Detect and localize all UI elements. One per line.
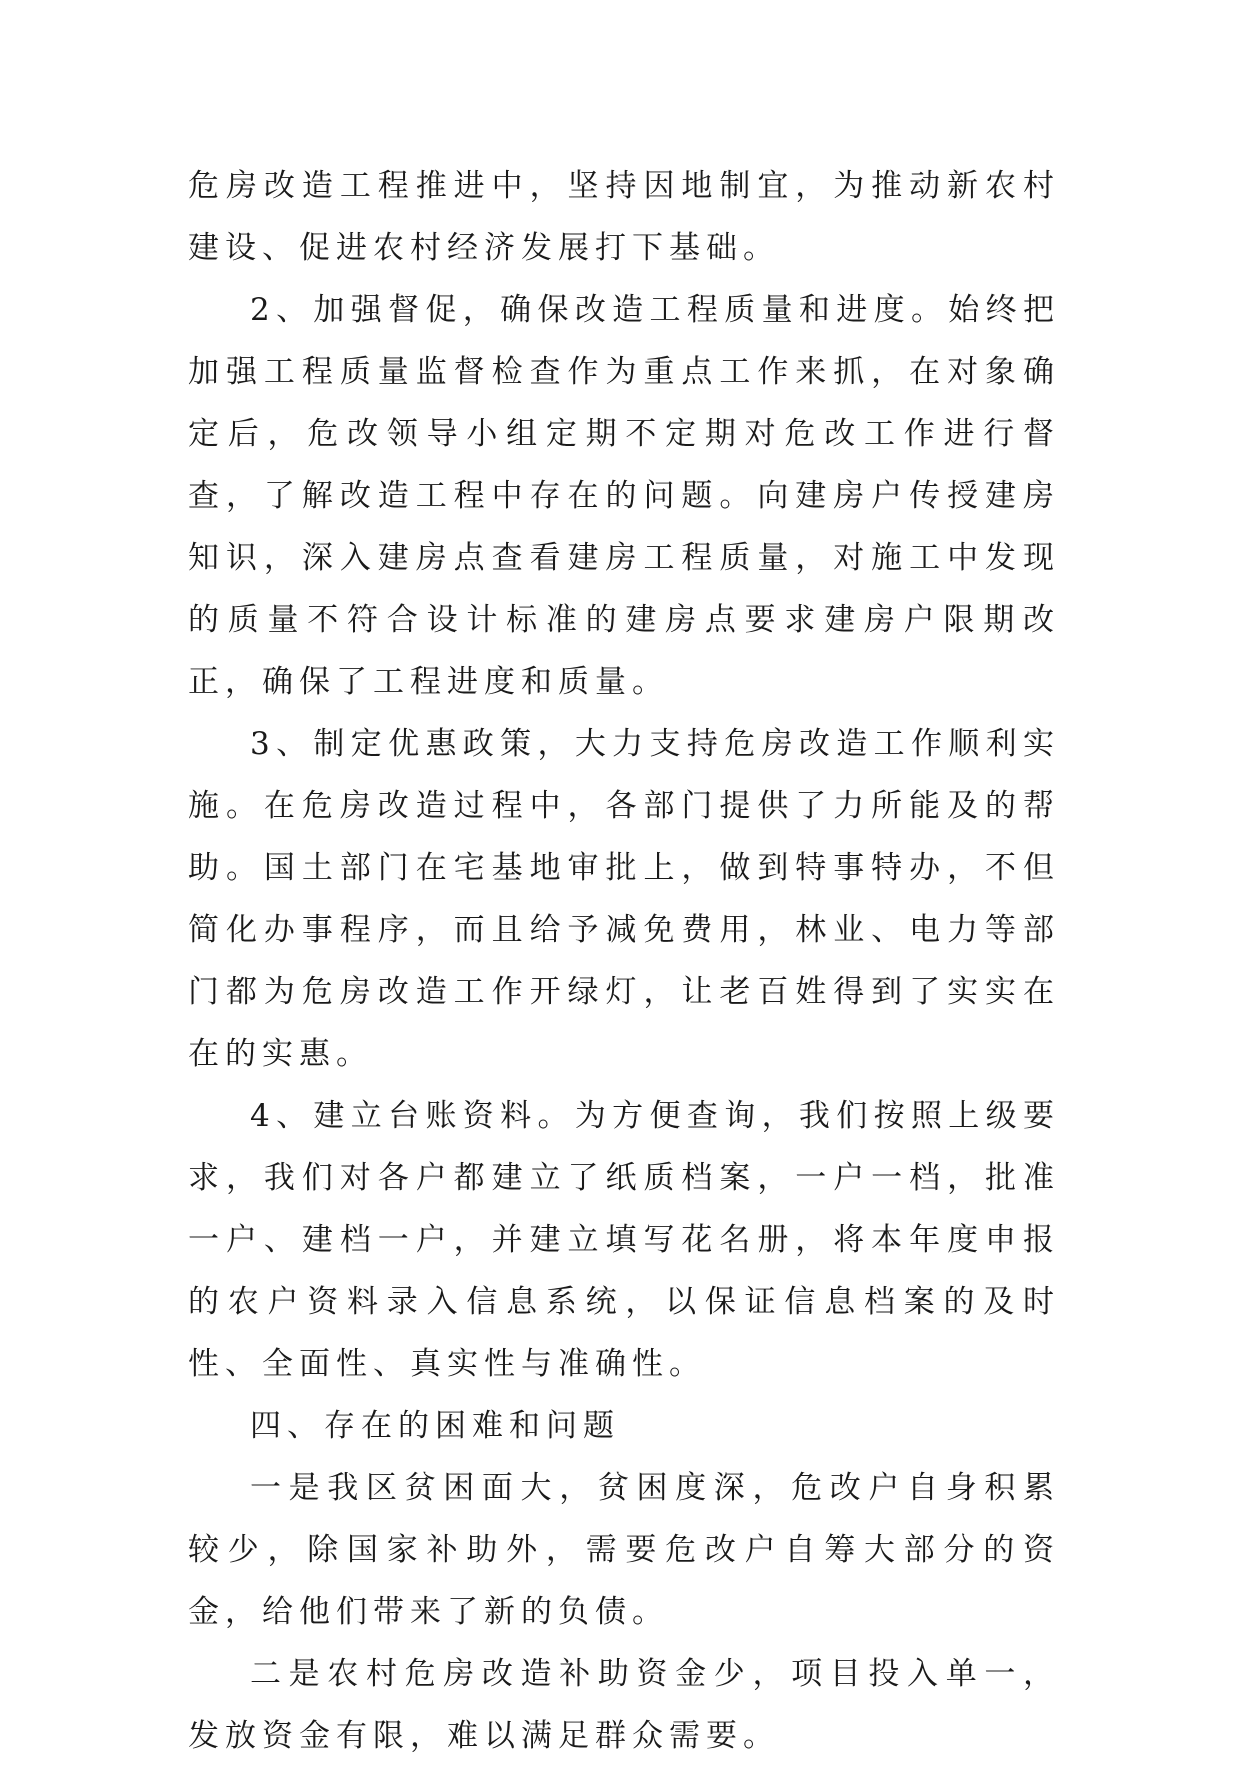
paragraph-continuation: 危房改造工程推进中，坚持因地制宜，为推动新农村建设、促进农村经济发展打下基础。 [188, 168, 1060, 266]
paragraph-item-3: 3、制定优惠政策，大力支持危房改造工作顺利实施。在危房改造过程中，各部门提供了力所能及的帮助。国土部门在宅基地审批上，做到特事特办，不但简化办事程序，而且给予减免费用，林业、电力等部门都为危房改造工作开绿灯，让老百姓得到了实实在在的实惠。 [188, 726, 1060, 1072]
section-heading-problems: 四、存在的困难和问题 [250, 1408, 620, 1444]
paragraph-problem-1: 一是我区贫困面大，贫困度深，危改户自身积累较少，除国家补助外，需要危改户自筹大部分的资金，给他们带来了新的负债。 [188, 1470, 1060, 1630]
document-body [188, 155, 1060, 1767]
paragraph-item-4: 4、建立台账资料。为方便查询，我们按照上级要求，我们对各户都建立了纸质档案，一户一档，批准一户、建档一户，并建立填写花名册，将本年度申报的农户资料录入信息系统，以保证信息档案的及时性、全面性、真实性与准确性。 [188, 1098, 1060, 1382]
paragraph-problem-2: 二是农村危房改造补助资金少，项目投入单一，发放资金有限，难以满足群众需要。 [188, 1656, 1060, 1754]
paragraph-item-2: 2、加强督促，确保改造工程质量和进度。始终把加强工程质量监督检查作为重点工作来抓，在对象确定后，危改领导小组定期不定期对危改工作进行督查，了解改造工程中存在的问题。向建房户传授建房知识，深入建房点查看建房工程质量，对施工中发现的质量不符合设计标准的建房点要求建房户限期改正，确保了工程进度和质量。 [188, 292, 1060, 700]
